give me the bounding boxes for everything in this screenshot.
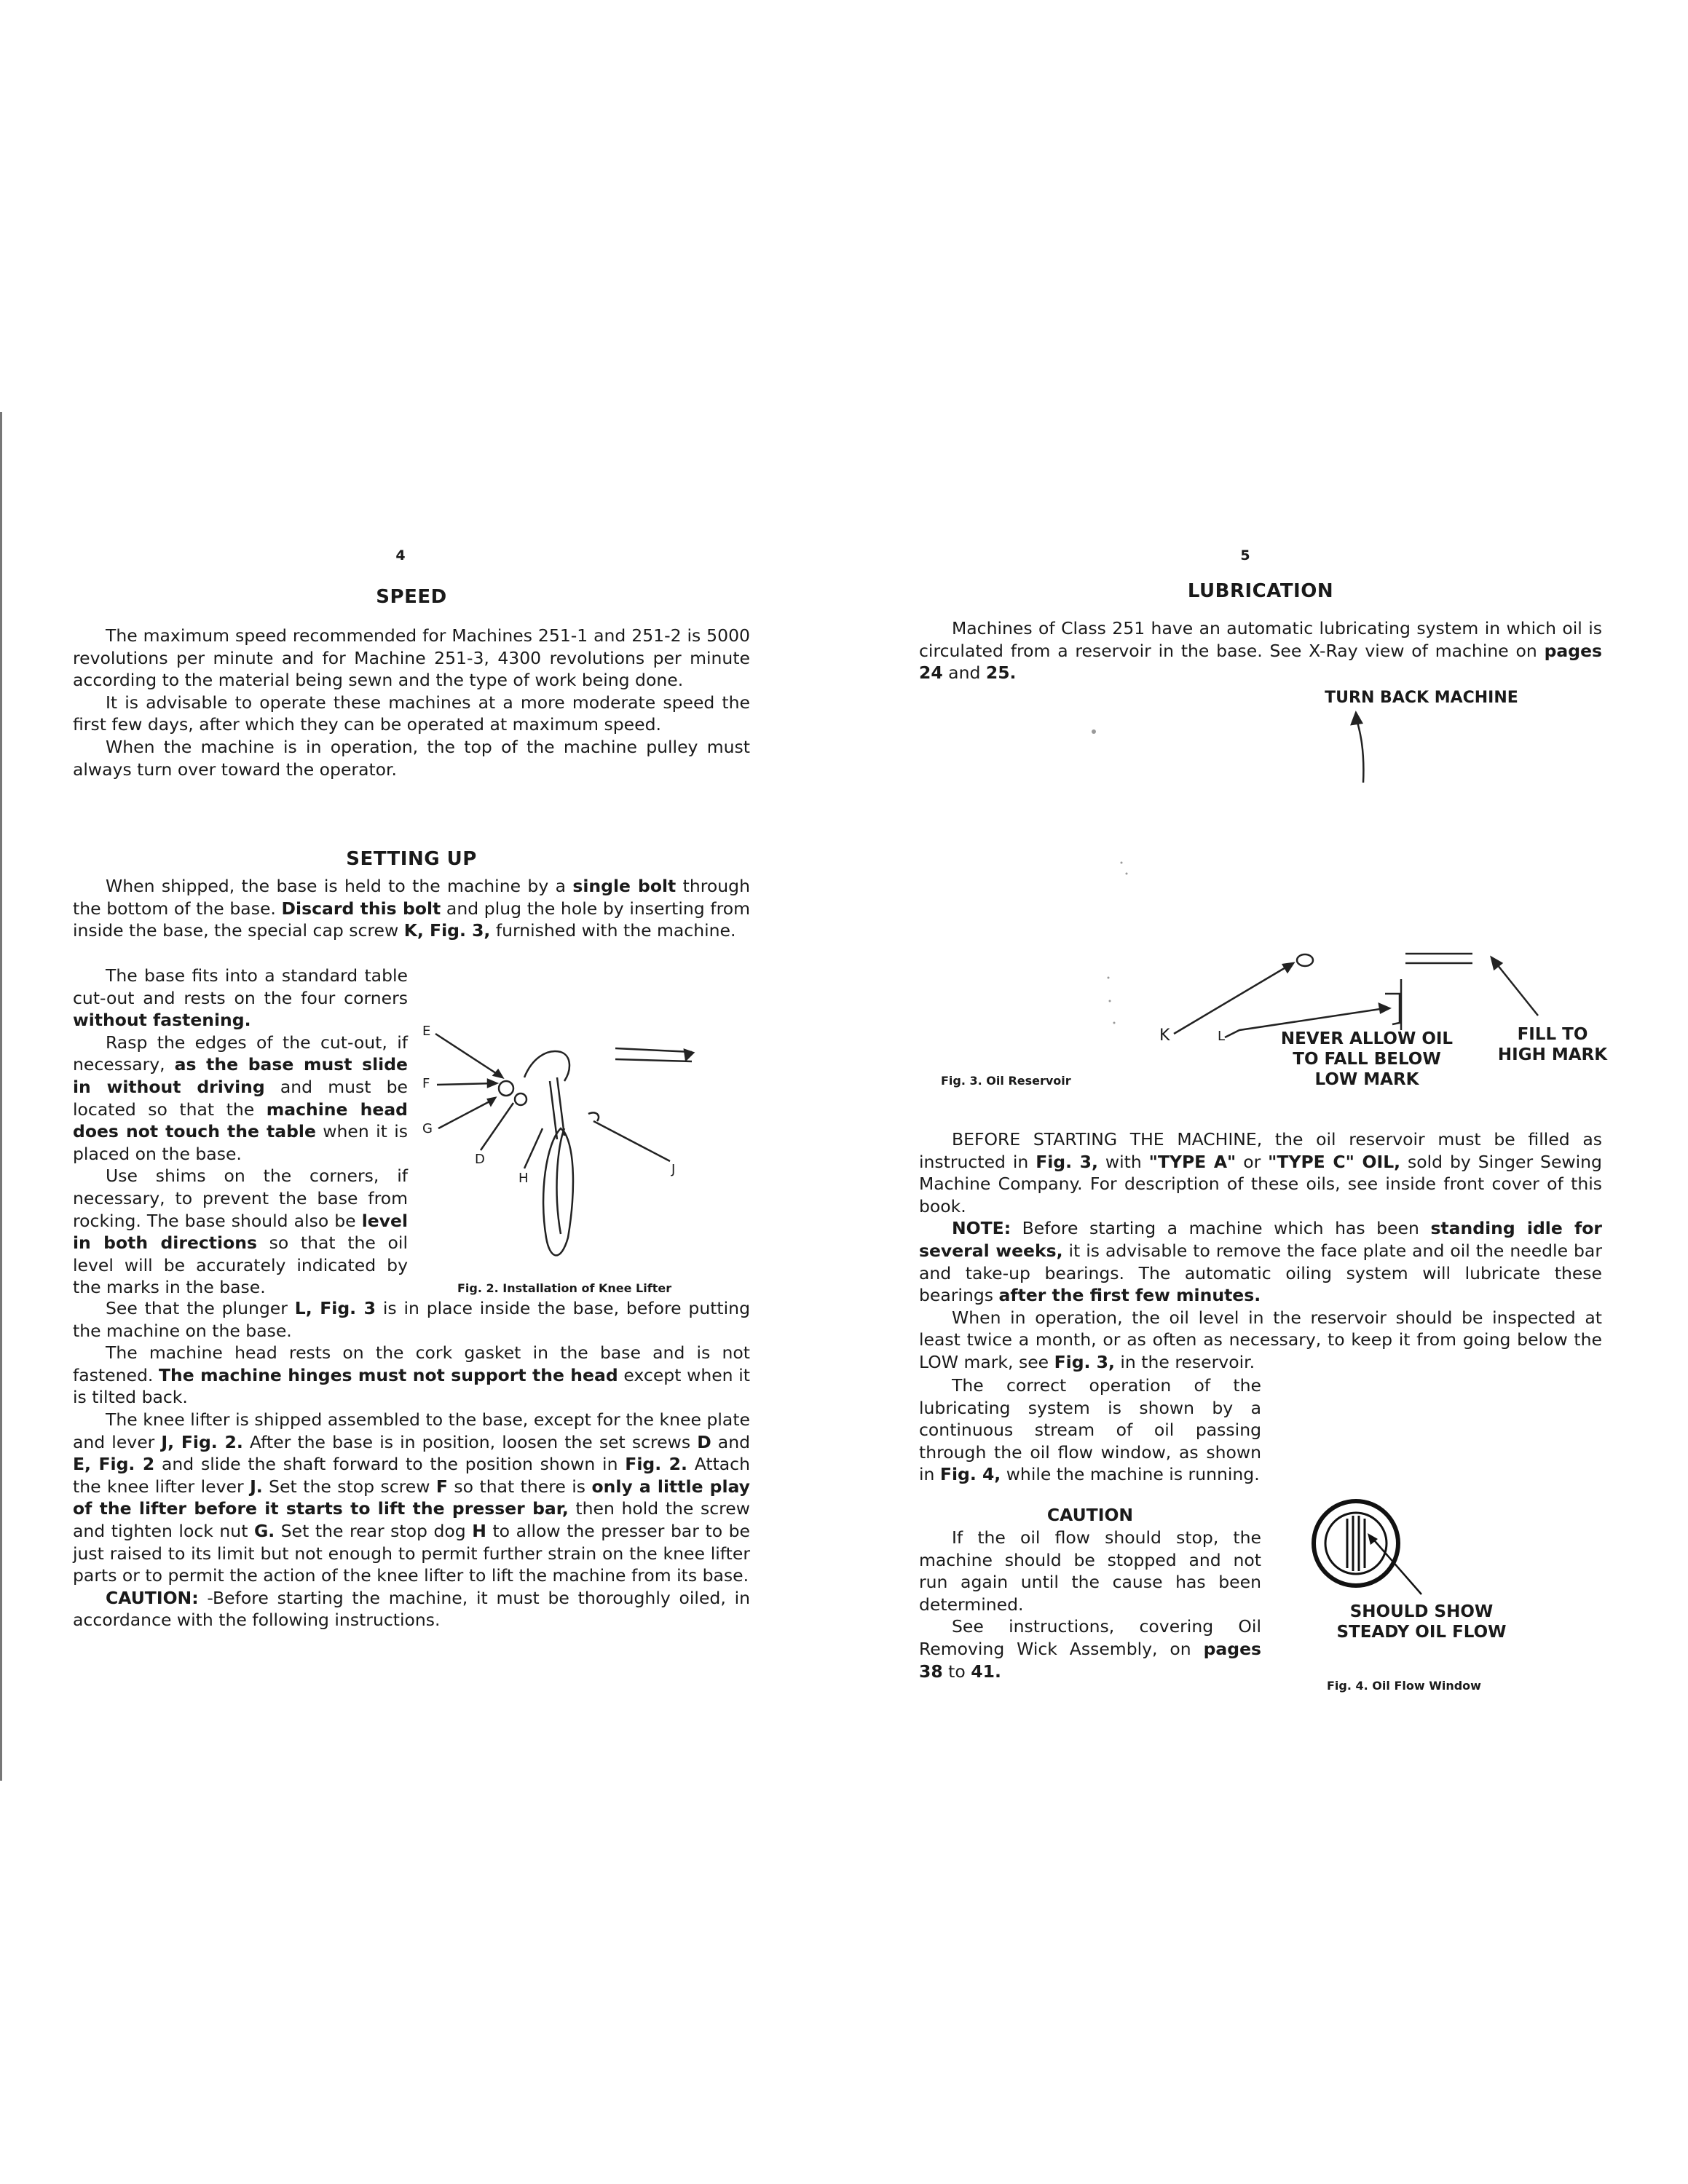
speed-heading: SPEED (376, 586, 447, 608)
fig2-label-e: E (422, 1024, 431, 1039)
lubrication-heading: LUBRICATION (1187, 580, 1334, 602)
figure-3-oil-reservoir (919, 688, 1608, 1125)
speed-section (73, 625, 750, 780)
note-paragraph: NOTE: Before starting a machine which has been standing idle for several weeks, it is advisable to remove the face plate and oil the needle bar and take-up bearings. The automatic oiling system will lubricate these bearings after the first few minutes. (919, 1218, 1602, 1306)
setting-up-paragraph: See that the plunger L, Fig. 3 is in place inside the base, before putting the machine on the base. (73, 1298, 750, 1341)
lubrication-paragraph: When in operation, the oil level in the reservoir should be inspected at least twice a month, or as often as necessary, to keep it from going below the LOW mark, see Fig. 3, in the reservoir. (919, 1307, 1602, 1372)
figure-4-oil-flow-window (1312, 1492, 1602, 1725)
caution-section (919, 1527, 1261, 1682)
fig3-label-l: L (1218, 1029, 1226, 1044)
speed-paragraph: It is advisable to operate these machines at a more moderate speed the first few days, after which they can be operated at maximum speed. (73, 692, 750, 735)
setting-up-paragraph: The base fits into a standard table cut-out and rests on the four corners without fastening. (73, 965, 408, 1031)
setting-up-paragraph: Rasp the edges of the cut-out, if necessary, as the base must slide in without driving and must be located so that the machine head does not touch the table when it is placed on the base. (73, 1032, 409, 1164)
fig3-label-k: K (1159, 1026, 1170, 1045)
knee-lifter-drawing (422, 1019, 750, 1289)
figure-2-knee-lifter (422, 1019, 750, 1289)
figure-4-caption: Fig. 4. Oil Flow Window (1327, 1679, 1481, 1693)
setting-up-paragraph: Use shims on the corners, if necessary, to prevent the base from rocking. The base should also be level in both directions so that the oil level will be accurately indicated by the marks in the base. (73, 1166, 408, 1298)
setting-up-paragraph: When shipped, the base is held to the machine by a single bolt through the bottom of the base. Discard this bolt and plug the hole by inserting from inside the base, the special cap screw K, Fig. 3, furnished with the machine. (73, 876, 750, 941)
should-show-steady-oil-flow-label: SHOULD SHOW STEADY OIL FLOW (1336, 1602, 1507, 1642)
fig2-label-h: H (518, 1171, 529, 1186)
lubrication-body (919, 1128, 1602, 1374)
page-number: 5 (1240, 547, 1250, 563)
setting-up-paragraph: The knee lifter is shipped assembled to the base, except for the knee plate and lever J, Fig. 2. After the base is in position, loosen the set screws D and E, Fig. 2 and slide the shaft forward to the position shown in Fig. 2. Attach the knee lifter lever J. Set the stop screw F so that there is only a little play of the lifter before it starts to lift the presser bar, then hold the screw and tighten lock nut G. Set the rear stop dog H to allow the presser bar to be just raised to its limit but not enough to permit further strain on the knee lifter parts or to permit the action of the knee lifter to lift the machine from its base. (73, 1409, 751, 1586)
speed-paragraph: The maximum speed recommended for Machines 251-1 and 251-2 is 5000 revolutions per minute and for Machine 251-3, 4300 revolutions per minute according to the material being sewn and the type of work being done. (73, 625, 750, 691)
caution-paragraph: If the oil flow should stop, the machine should be stopped and not run again until the cause has been determined. (919, 1527, 1261, 1615)
oil-flow-section (919, 1374, 1261, 1486)
figure-3-caption: Fig. 3. Oil Reservoir (941, 1074, 1071, 1088)
figure-2-caption: Fig. 2. Installation of Knee Lifter (457, 1281, 672, 1295)
lubrication-paragraph: BEFORE STARTING THE MACHINE, the oil reservoir must be filled as instructed in Fig. 3, with "TYPE A" or "TYPE C" OIL, sold by Singer Sewing Machine Company. For description of these oils, see inside front cover of this book. (919, 1129, 1602, 1216)
never-allow-label: NEVER ALLOW OIL TO FALL BELOW LOW MARK (1280, 1029, 1454, 1089)
setting-up-paragraph: The machine head rests on the cork gasket in the base and is not fastened. The machine hinges must not support the head except when it is tilted back. (73, 1342, 751, 1408)
page-number: 4 (395, 547, 406, 563)
fig2-label-j: J (671, 1162, 676, 1177)
caution-paragraph: CAUTION: -Before starting the machine, it must be thoroughly oiled, in accordance with the following instructions. (73, 1587, 750, 1631)
fill-to-high-mark-label: FILL TO HIGH MARK (1497, 1025, 1608, 1064)
turn-back-machine-label: TURN BACK MACHINE (1325, 689, 1518, 707)
fig2-label-d: D (475, 1152, 485, 1167)
caution-heading: CAUTION (1046, 1505, 1134, 1525)
lubrication-paragraph: Machines of Class 251 have an automatic lubricating system in which oil is circulated from a reservoir in the base. See X-Ray view of machine on pages 24 and 25. (919, 618, 1602, 684)
page-edge-line (0, 412, 2, 1781)
fig2-label-f: F (422, 1076, 430, 1091)
setting-up-wrapped-text (73, 965, 408, 1299)
lubrication-intro (919, 617, 1602, 684)
speed-paragraph: When the machine is in operation, the top of the machine pulley must always turn over toward the operator. (73, 736, 750, 780)
setting-up-intro (73, 875, 750, 942)
see-instructions-paragraph: See instructions, covering Oil Removing Wick Assembly, on pages 38 to 41. (919, 1616, 1261, 1682)
setting-up-continued (73, 1297, 750, 1631)
lubrication-paragraph: The correct operation of the lubricating system is shown by a continuous stream of oil passing through the oil flow window, as shown in Fig. 4, while the machine is running. (919, 1375, 1261, 1485)
setting-up-heading: SETTING UP (346, 848, 477, 870)
fig2-label-g: G (422, 1121, 433, 1136)
